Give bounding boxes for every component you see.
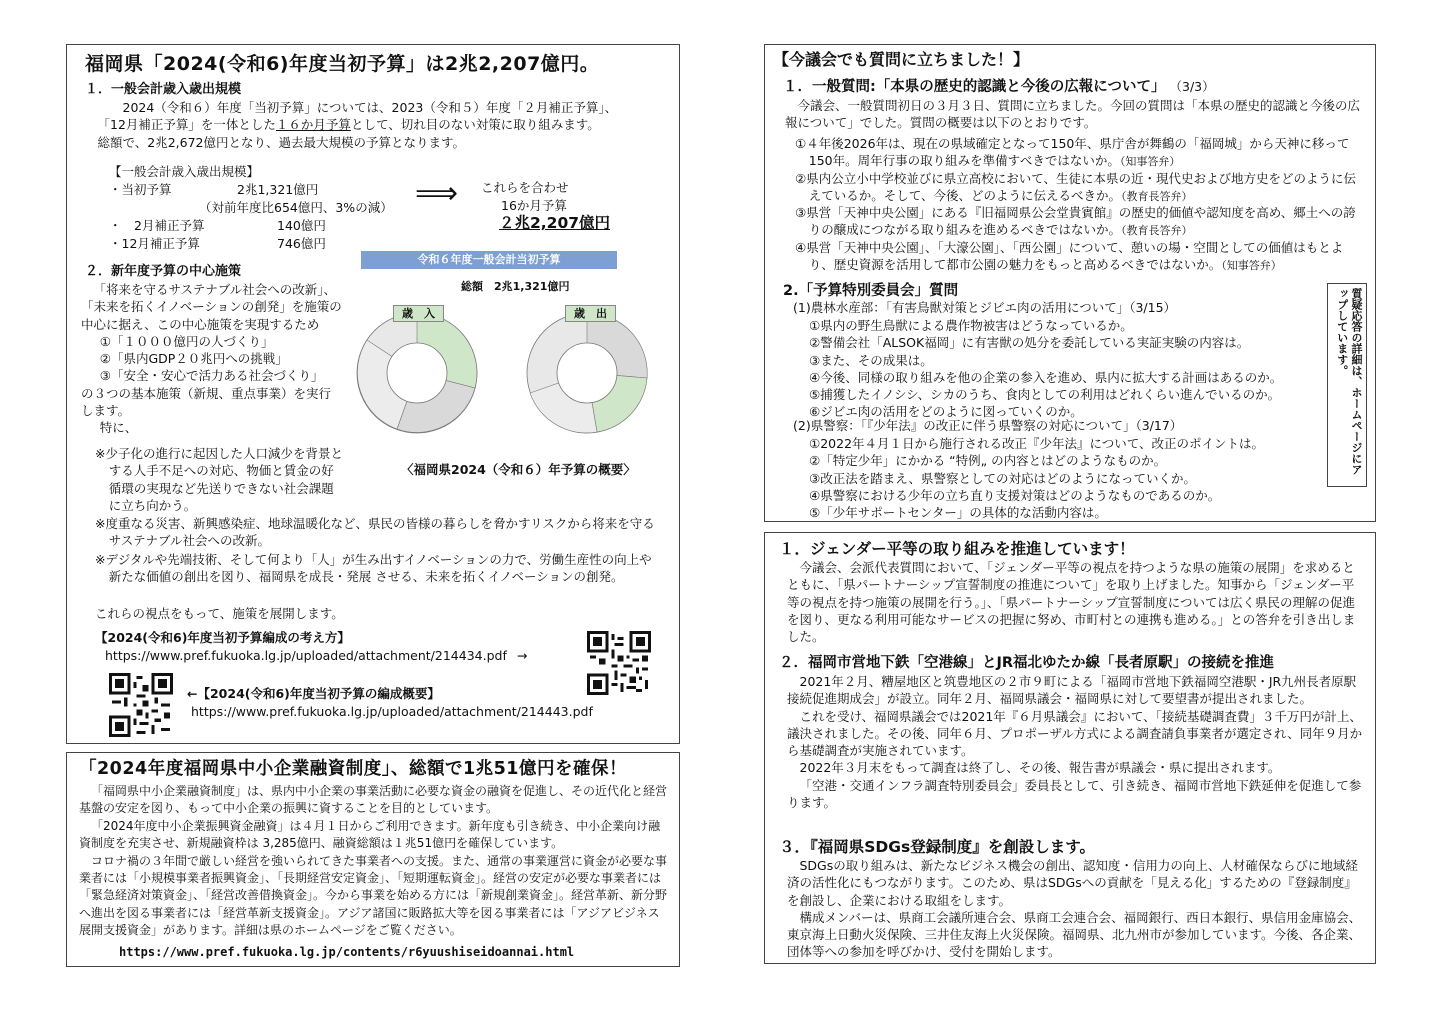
chart-banner: 令和６年度一般会計当初予算	[361, 251, 617, 269]
questions-title: 【今議会でも質問に立ちました！】	[773, 50, 1030, 69]
qr-code-icon[interactable]	[587, 631, 651, 695]
q1-item: ④県営「天神中央公園」、「大濠公園」、「西公園」について、憩いの場・空間としての価値はもとより、歴史資源を活用して都市公園の魅力をもっと高めるべきではないか。（知事答弁）	[795, 239, 1344, 272]
qr-code-icon[interactable]	[109, 673, 173, 737]
q2a-item: ①県内の野生鳥獣による農作物被害はどうなっているか。	[809, 318, 1133, 333]
q2a-items	[809, 317, 1325, 421]
q1-item: ①４年後2026年は、現在の県域確定となって150年、県庁舎が舞鶴の「福岡城」から天神に移って150年。周年行事の取り組みを準備すべきではないか。（知事答弁）	[795, 136, 1350, 169]
arrow-right-icon: →	[516, 648, 528, 663]
double-arrow-icon: ⟹	[415, 176, 459, 211]
q1-items	[795, 135, 1361, 273]
row-dec-label: ・12月補正予算	[109, 236, 200, 251]
topic3-heading: ３．『福岡県SDGs登録制度』を創設します。	[779, 838, 1095, 856]
q1-intro: 今議会、一般質問初日の３月３日、質問に立ちました。今回の質問は「本県の歴史的認識と今後の広報について」でした。質問の概要は以下のとおりです。	[785, 98, 1361, 131]
q1-item: ③県営「天神中央公園」にある『旧福岡県公会堂貴賓館』の歴史的価値や認知度を高め、郷土への誇りの醸成につながる取り組みを進めるべきではないか。（教育長答弁）	[795, 205, 1356, 238]
homepage-side-note: 質疑応答の詳細は、ホームページにアップしています。	[1327, 283, 1367, 487]
row-feb-label: ・ 2月補正予算	[109, 218, 205, 233]
row-initial-note: （対前年度比654億円、3%の減）	[199, 200, 393, 215]
loan-url[interactable]: https://www.pref.fukuoka.lg.jp/contents/r6yuushiseidoannai.html	[119, 945, 575, 959]
combined-line2: 16か月予算	[501, 198, 567, 213]
policy-item: ③「安全・安心で活力ある社会づくり」	[99, 368, 324, 384]
chart-total: 総額 2兆1,321億円	[461, 280, 570, 293]
budget-s2-left-text: 「将来を守るサステナブル社会への改新」、「未来を拓くイノベーションの創発」を施策の中心に据え、この中心施策を実現するため ①「１０００億円の人づくり」 ②「県内GDP２０兆円への挑戦」 ③「安全・安心で活力ある社会づくり」 の３つの基本施策（新規、重点事業）を実行します。 特に、	[81, 282, 342, 435]
combined-line1: これらを合わせ	[481, 180, 569, 195]
chart-expenditure-label: 歳 出	[565, 305, 616, 322]
policy-list	[81, 333, 343, 385]
chart-revenue-label: 歳 入	[393, 305, 444, 322]
budget-scale-table	[109, 163, 669, 253]
q2a-item: ④今後、同様の取り組みを他の企業の参入を進め、県内に拡大する計画はあるのか。	[809, 369, 1283, 385]
q2-heading: 2.「予算特別委員会」質問	[783, 283, 959, 299]
row-initial-value: 2兆1,321億円	[237, 182, 319, 197]
expenditure-donut	[527, 313, 647, 433]
budget-s2-heading: ２．新年度予算の中心施策	[85, 264, 242, 279]
link1-row	[105, 647, 527, 664]
revenue-donut	[357, 313, 477, 433]
link1-url[interactable]: https://www.pref.fukuoka.lg.jp/uploaded/attachment/214434.pdf	[105, 648, 507, 663]
q1-heading: １．一般質問:「本県の歴史的認識と今後の広報について」 （3/3）	[783, 79, 1215, 95]
loan-title: 「2024年度福岡県中小企業融資制度」、総額で1兆51億円を確保！	[79, 759, 627, 779]
budget-note-2: ※度重なる災害、新興感染症、地球温暖化など、県民の皆様の暮らしを脅かすリスクから将来を守るサステナブル社会への改新。	[95, 516, 655, 549]
table-title: 【一般会計歳入歳出規模】	[109, 164, 260, 179]
topic1-heading: １．ジェンダー平等の取り組みを推進しています！	[779, 540, 1135, 558]
loan-body: 「福岡県中小企業融資制度」は、県内中小企業の事業活動に必要な資金の融資を促進し、その近代化と経営基盤の安定を図り、もって中小企業の振興に資することを目的としています。 「2024年度中小企業振興資金融資」は４月１日からご利用できます。新年度も引き続き、中小企業向け融資制度を充実させ、新規融資枠は 3,285億円、融資総額は１兆51億円を確保しています。 コロナ禍の３年間で厳しい経営を強いられてきた事業者への支援。また、通常の事業運営に資金が必要な事業者には「小規模事業者振興資金」、「長期経営安定資金」、「短期運転資金」。経営の安定が必要な事業者には「緊急経済対策資金」、「経営改善借換資金」。今から事業を始める方には「新規創業資金」。経営革新、新分野へ進出を図る事業者には「経営革新支援資金」。アジア諸国に販路拡大等を図る事業者には「アジアビジネス展開支援資金」があります。詳細は県のホームページをご覧ください。	[79, 784, 668, 938]
policy-item: ②「県内GDP２０兆円への挑戦」	[99, 351, 288, 366]
chart-caption: 〈福岡県2024（令和６）年予算の概要〉	[401, 462, 636, 477]
questions-section	[764, 44, 1376, 522]
budget-section	[66, 44, 680, 744]
q2a-item: ⑥ジビエ肉の活用をどのように図っていくのか。	[809, 404, 1083, 420]
q1-item: ②県内公立小中学校並びに県立高校において、生徒に本県の近・現代史および地方史をどのように伝えているか。そして、今後、どのように伝えるべきか。（教育長答弁）	[795, 170, 1356, 203]
row-feb-value: 140億円	[277, 218, 326, 233]
topic3-text: SDGsの取り組みは、新たなビジネス機会の創出、認知度・信用力の向上、人材確保ならびに地域経済の活性化にもつながります。このため、県はSDGsへの貢献を「見える化」するための『登録制度』を創設し、企業における取組をします。 構成メンバーは、県商工会議所連合会、県商工会連合会、福岡銀行、西日本銀行、県信用金庫協会、東京海上日動火災保険、三井住友海上火災保険。福岡県、北九州市が参加しています。今後、各企業、団体等への参加を呼びかけ、受付を開始します。	[787, 858, 1362, 960]
budget-note-3: ※デジタルや先端技術、そして何より「人」が生み出すイノベーションの力で、労働生産性の向上や新たな価値の創出を図り、福岡県を成長・発展 させる、未来を拓くイノベーションの創発。	[95, 552, 652, 585]
loan-section	[66, 752, 680, 967]
row-dec-value: 746億円	[277, 236, 326, 251]
q2b-items	[809, 435, 1325, 521]
row-initial-label: ・当初予算	[109, 182, 172, 197]
q2b-heading: (2)県警察：「『少年法』の改正に伴う県警察の対応について」（3/17）	[793, 418, 1183, 433]
q2a-heading: (1)農林水産部：「有害鳥獣対策とジビエ肉の活用について」（3/15）	[793, 300, 1177, 315]
q2b-item: ④県警察における少年の立ち直り支援対策はどのようなものであるのか。	[809, 487, 1221, 503]
q2a-item: ②警備会社「ALSOK福岡」に有害獣の処分を委託している実証実験の内容は。	[809, 335, 1250, 351]
q2b-item: ⑤「少年サポートセンター」の具体的な活動内容は。	[809, 505, 1107, 520]
combined-total: ２兆2,207億円	[499, 214, 611, 232]
q2a-item: ⑤捕獲したイノシシ、シカのうち、食肉としての利用はどれくらい進んでいるのか。	[809, 387, 1281, 402]
link1-label: 【2024(令和6)年度当初予算編成の考え方】	[95, 630, 350, 645]
budget-s1-heading: １．一般会計歳入歳出規模	[85, 82, 242, 97]
budget-s1-text: 2024（令和６）年度「当初予算」については、2023（令和５）年度「２月補正予算」、 「12月補正予算」を一体とした１６か月予算として、切れ目のない対策に取り組みます。 総額で、2兆2,672億円となり、過去最大規模の予算となります。	[97, 100, 618, 150]
topic1-text: 今議会、会派代表質問において、「ジェンダー平等の視点を持つような県の施策の展開」を求めるとともに、「県パートナーシップ宣誓制度の推進について」を取り上げました。知事から「ジェンダー平等の視点を持つ施策の展開を行う。」、「県パートナーシップ宣誓制度については広く県民の理解の促進を図り、更なる利用可能なサービスの把握に努め、市町村との連携も進める。」との答弁を引き出しました。	[787, 560, 1356, 644]
q2b-item: ③改正法を踏まえ、県警察としての対応はどのようになっていくか。	[809, 470, 1196, 486]
topic2-text: 2021年２月、糟屋地区と筑豊地区の２市９町による「福岡市営地下鉄福岡空港駅・JR九州長者原駅接続促進期成会」が設立。同年２月、福岡県議会・福岡県に対して要望書が提出されました。 これを受け、福岡県議会では2021年『６月県議会』において、「接続基礎調査費」３千万円が計上、議決されました。その後、同年６月、プロポーザル方式による調査請負事業者が選定され、同年９月から基礎調査が実施されています。 2022年３月末をもって調査は終了し、その後、報告書が県議会・県に提出されます。 「空港・交通インフラ調査特別委員会」委員長として、引き続き、福岡市営地下鉄延伸を促進して参ります。	[787, 674, 1363, 810]
topics-section	[764, 532, 1376, 964]
q2b-item: ②「特定少年」にかかる “特例„ の内容とはどのようなものか。	[809, 453, 1167, 469]
budget-chart-figure	[349, 249, 675, 481]
budget-closing: これらの視点をもって、施策を展開します。	[95, 606, 344, 621]
topic2-heading: ２．福岡市営地下鉄「空港線」とJR福北ゆたか線「長者原駅」の接続を推進	[779, 655, 1275, 671]
link2-label: ←【2024(令和6)年度当初予算の編成概要】	[187, 686, 440, 701]
budget-title: 福岡県「2024(令和6)年度当初予算」は2兆2,207億円。	[85, 53, 600, 75]
q2a-item: ③また、その成果は。	[809, 352, 933, 368]
budget-note-1: ※少子化の進行に起因した人口減少を背景とする人手不足への対応、物価と賃金の好循環の実現など先送りできない社会課題に立ち向かう。	[95, 446, 343, 513]
policy-item: ①「１０００億円の人づくり」	[99, 333, 274, 349]
q2b-item: ①2022年４月１日から施行される改正『少年法』について、改正のポイントは。	[809, 436, 1265, 451]
link2-url[interactable]: https://www.pref.fukuoka.lg.jp/uploaded/attachment/214443.pdf	[191, 704, 593, 719]
